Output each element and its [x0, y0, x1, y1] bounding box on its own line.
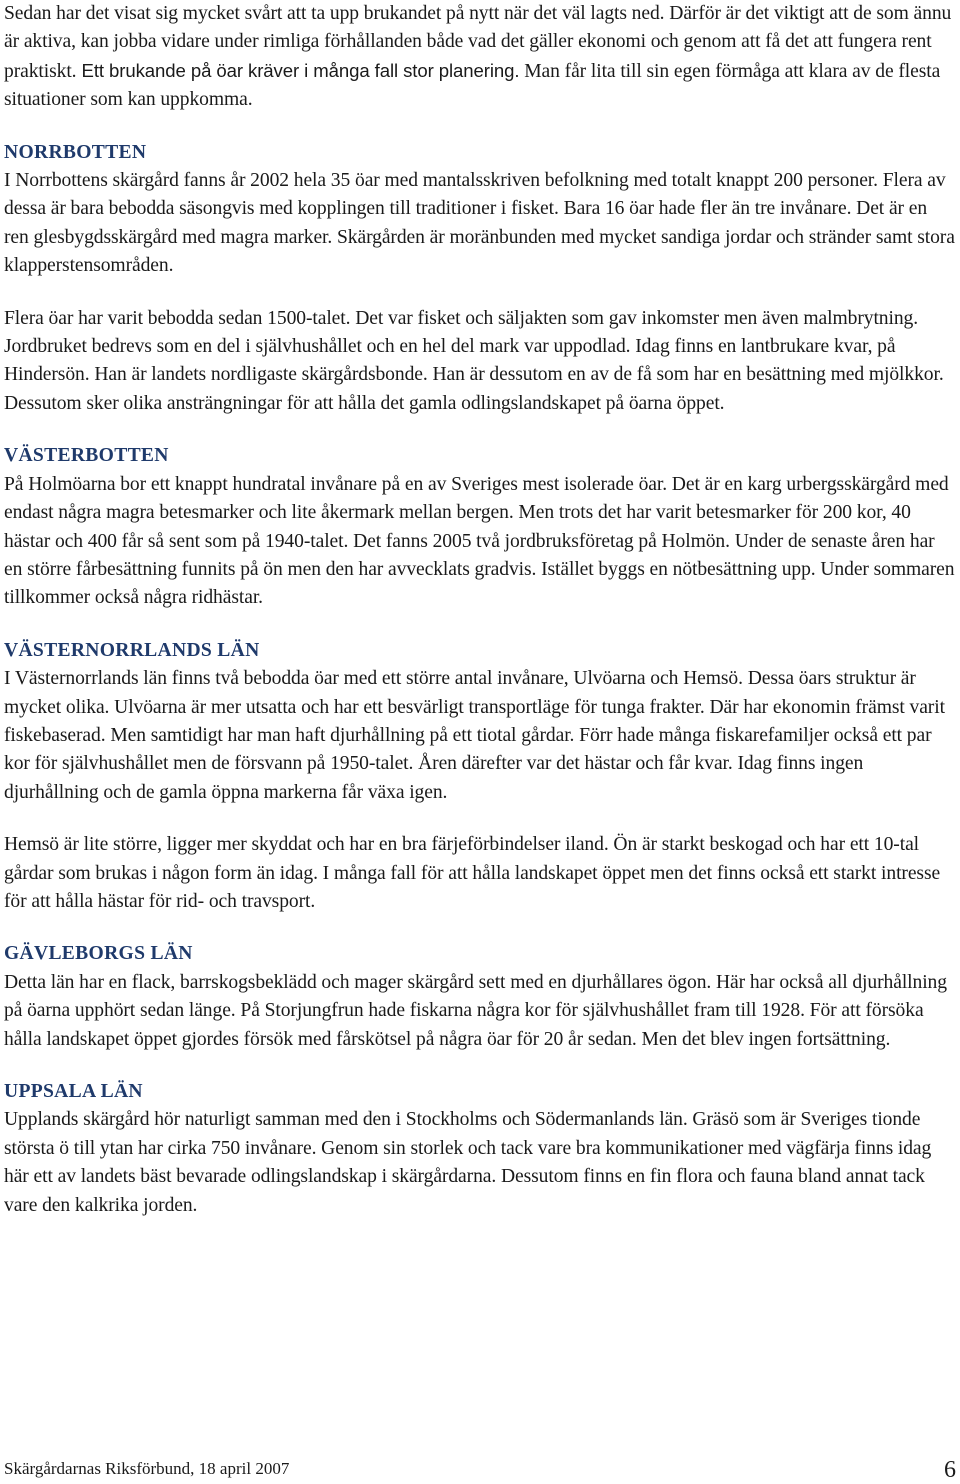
page-footer [4, 1456, 956, 1482]
heading-vasterbotten: VÄSTERBOTTEN [4, 445, 169, 467]
intro-text-serif: Sedan har det visat sig mycket svårt att ta upp brukandet på nytt när det väl lagts ned. Därför är det viktigt att de som ännu är aktiva, kan jobba vidare under rimliga förhållanden både vad det gäller ekonomi och genom att få det att fungera rent praktiskt. [4, 3, 952, 82]
norrbotten-paragraph-1: I Norrbottens skärgård fanns år 2002 hela 35 öar med mantalsskriven befolkning med totalt knappt 200 personer. Flera av dessa är bara bebodda säsongvis med kopplingen till traditioner i fisket. Bara 16 öar hade fler än tre invånare. Det är en ren glesbygdsskärgård med magra marker. Skärgården är moränbunden med mycket sandiga jordar och stränder samt stora klapperstensområden. [4, 170, 955, 277]
vasternorrland-paragraph-1: I Västernorrlands län finns två bebodda öar med ett större antal invånare, Ulvöarna och Hemsö. Dessa öars struktur är mycket olika. Ulvöarna är mer utsatta och har ett besvärligt transportläge för tunga frakter. Där har ekonomin främst varit fiskebaserad. Men samtidigt har man haft djurhållning på ett tiotal gårdar. Förr hade många fiskarefamiljer också ett par kor för självhushållet men de försvann på 1950-talet. Åren därefter var det hästar och får kvar. Idag finns ingen djurhållning och de gamla öppna markerna får växa igen. [4, 668, 945, 803]
intro-text-serif-end: Man får lita till sin egen förmåga att klara av de flesta situationer som kan uppkomma. [4, 60, 941, 111]
heading-gavleborg: GÄVLEBORGS LÄN [4, 943, 193, 965]
intro-paragraph [4, 0, 956, 115]
section-gap [4, 916, 956, 940]
intro-text-sans: Ett brukande på öar kräver i många fall stor planering. [76, 59, 520, 81]
paragraph-gap [4, 281, 956, 305]
page-number: 6 [944, 1457, 956, 1483]
uppsala-paragraph-1: Upplands skärgård hör naturligt samman med den i Stockholms och Södermanlands län. Gräsö som är Sveriges tionde största ö till ytan har cirka 750 invånare. Genom sin storlek och tack vare bra kommunikationer med vägfärja finns idag här ett av landets bäst bevarade odlingslandskap i skärgårdarna. Dessutom finns en fin flora och fauna bland annat tack vare den kalkrika jorden. [4, 1109, 932, 1216]
norrbotten-paragraph-2: Flera öar har varit bebodda sedan 1500-talet. Det var fisket och säljakten som gav inkomster men även malmbrytning. Jordbruket bedrevs som en del i självhushållet och en hel del mark var uppodlad. Idag finns en lantbrukare kvar, på Hindersön. Han är landets nordligaste skärgårdsbonde. Han är dessutom en av de få som har en besättning med mjölkkor. Dessutom sker olika ansträngningar för att hålla det gamla odlingslandskapet på öarna öppet. [4, 307, 944, 414]
heading-uppsala: UPPSALA LÄN [4, 1081, 143, 1102]
section-gap [4, 115, 956, 139]
section-gap [4, 613, 956, 637]
vasterbotten-paragraph-1: På Holmöarna bor ett knappt hundratal invånare på en av Sveriges mest isolerade öar. Det är en karg urbergsskärgård med endast några magra betesmarker och lite åkermark mellan bergen. Men trots det har varit betesmarker för 200 kor, 40 hästar och 400 får så sent som på 1940-talet. Det fanns 2005 två jordbruksföretag på Holmön. Under de senaste åren har en större fårbesättning funnits på ön men den har avvecklats gradvis. Istället byggs en nötbesättning upp. Under sommaren tillkommer också några ridhästar. [4, 473, 955, 609]
gavleborg-paragraph-1: Detta län har en flack, barrskogsbeklädd och mager skärgård sett med en djurhållares ögon. Här har också all djurhållning på öarna upphört sedan länge. På Storjungfrun hade fiskarna några kor för självhushållet fram till 1928. För att försöka hålla landskapet öppet gjordes försök med fårskötsel på några öar för 20 år sedan. Men det blev ingen fortsättning. [4, 971, 947, 1050]
paragraph-gap [4, 807, 956, 831]
heading-vasternorrland: VÄSTERNORRLANDS LÄN [4, 639, 260, 661]
section-gap [4, 1054, 956, 1078]
heading-norrbotten: NORRBOTTEN [4, 141, 147, 163]
vasternorrland-paragraph-2: Hemsö är lite större, ligger mer skyddat och har en bra färjeförbindelser iland. Ön är starkt beskogad och har ett 10-tal gårdar som brukas i någon form än idag. I många fall för att hålla landskapet öppet men det finns också ett starkt intresse för att hålla hästar för rid- och travsport. [4, 834, 941, 912]
document-page [4, 0, 956, 1220]
footer-source: Skärgårdarnas Riksförbund, 18 april 2007 [4, 1459, 290, 1478]
section-gap [4, 418, 956, 442]
